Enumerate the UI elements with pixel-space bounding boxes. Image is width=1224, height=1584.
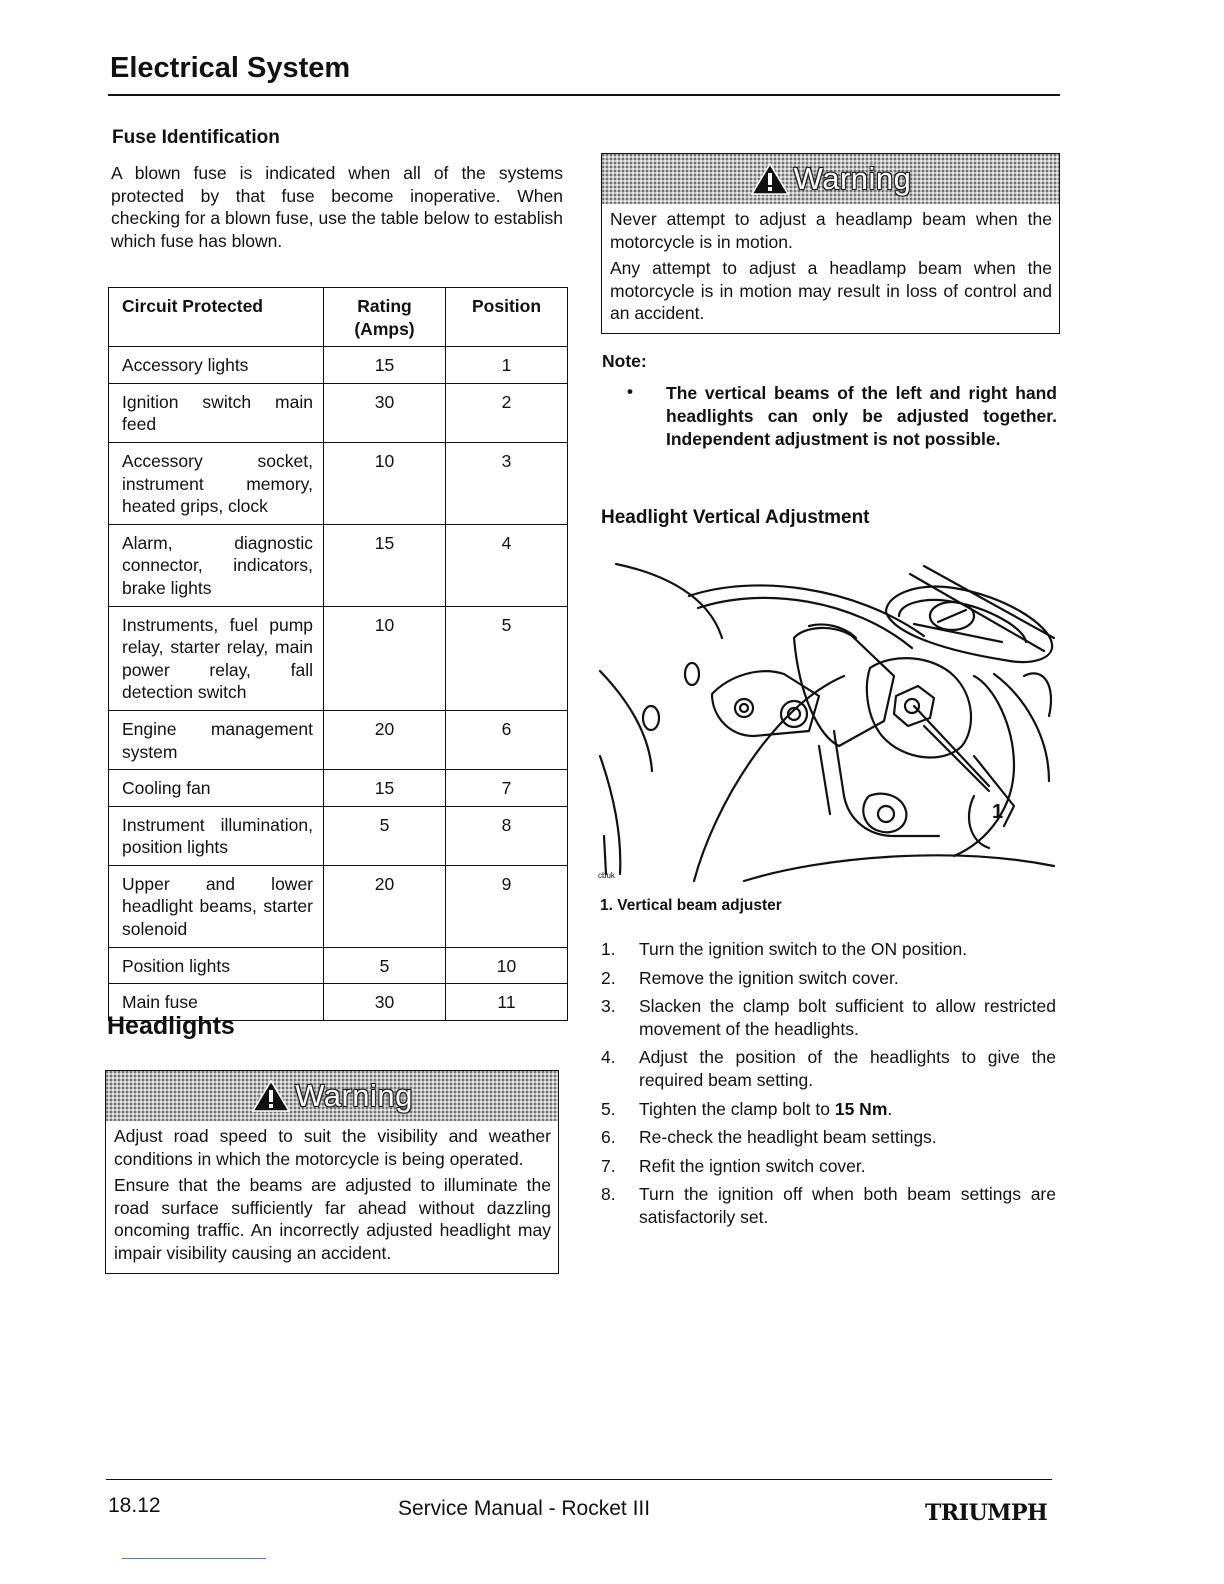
col-header-rating: Rating (Amps) xyxy=(324,288,446,347)
cell-rating: 30 xyxy=(324,383,446,442)
cell-circuit: Instrument illumination, position lights xyxy=(109,806,324,865)
table-row xyxy=(109,442,568,524)
table-row xyxy=(109,524,568,606)
warning-banner xyxy=(602,154,1059,204)
step-torque-value: 15 Nm xyxy=(834,1098,888,1119)
step-text: Re-check the headlight beam settings. xyxy=(639,1127,937,1148)
triumph-logo: TRIUMPH xyxy=(925,1500,1048,1526)
warning-triangle-icon xyxy=(750,162,790,196)
cell-circuit: Cooling fan xyxy=(109,770,324,807)
warning-triangle-icon xyxy=(251,1079,291,1113)
fuse-identification-heading: Fuse Identification xyxy=(112,127,280,148)
link-underline xyxy=(122,1558,266,1559)
cell-rating: 15 xyxy=(324,770,446,807)
footer-rule xyxy=(106,1479,1052,1480)
list-item xyxy=(601,938,1056,961)
table-row xyxy=(109,865,568,947)
cell-circuit: Ignition switch main feed xyxy=(109,383,324,442)
cell-position: 2 xyxy=(446,383,568,442)
list-item xyxy=(601,1155,1056,1178)
list-item xyxy=(601,1183,1056,1228)
motion-warning-box xyxy=(601,153,1060,334)
warning-paragraph: Any attempt to adjust a headlamp beam when the motorcycle is in motion may result in loss of control and an accident. xyxy=(610,258,1052,324)
cell-rating: 5 xyxy=(324,806,446,865)
cell-rating: 20 xyxy=(324,710,446,769)
step-text: Turn the ignition switch to the ON position. xyxy=(639,939,968,959)
warning-banner xyxy=(106,1071,558,1121)
table-row xyxy=(109,347,568,384)
page-number: 18.12 xyxy=(108,1494,161,1517)
warning-label: Warning xyxy=(295,1078,413,1113)
step-text: Tighten the clamp bolt to xyxy=(639,1098,835,1119)
headlight-adjuster-illustration xyxy=(594,556,1064,884)
cell-position: 1 xyxy=(446,347,568,384)
step-text: Refit the igntion switch cover. xyxy=(639,1155,866,1176)
warning-body xyxy=(106,1121,558,1273)
table-row xyxy=(109,606,568,710)
cell-circuit: Alarm, diagnostic connector, indicators, brake lights xyxy=(109,524,324,606)
cell-rating: 15 xyxy=(324,524,446,606)
step-number: 8. xyxy=(601,1184,616,1205)
adjustment-steps xyxy=(601,938,1056,1235)
cell-position: 9 xyxy=(446,865,568,947)
cell-position: 10 xyxy=(446,947,568,984)
step-text-tail: . xyxy=(887,1098,893,1119)
list-item xyxy=(601,995,1056,1040)
headlights-heading: Headlights xyxy=(107,1012,235,1040)
step-number: 2. xyxy=(601,967,616,988)
step-number: 3. xyxy=(601,996,616,1017)
manual-title: Service Manual - Rocket III xyxy=(398,1497,651,1520)
figure-callout-1: 1 xyxy=(992,801,1004,823)
step-text: Slacken the clamp bolt sufficient to allow restricted movement of the headlights. xyxy=(639,996,1056,1039)
warning-paragraph: Never attempt to adjust a headlamp beam when the motorcycle is in motion. xyxy=(610,209,1052,252)
cell-position: 5 xyxy=(446,606,568,710)
list-item xyxy=(601,1126,1056,1149)
fuse-table-header xyxy=(109,288,568,347)
table-row xyxy=(109,710,568,769)
fuse-intro-text: A blown fuse is indicated when all of the systems protected by that fuse become inoperative. When checking for a blown fuse, use the table below to establish which fuse has blown. xyxy=(111,163,563,251)
figure-code: cbuk xyxy=(598,871,615,880)
cell-circuit: Instruments, fuel pump relay, starter relay, main power relay, fall detection switch xyxy=(109,606,324,710)
headlights-warning-box xyxy=(105,1070,559,1274)
step-number: 7. xyxy=(601,1155,616,1176)
step-number: 5. xyxy=(601,1098,616,1119)
col-header-circuit: Circuit Protected xyxy=(109,288,324,347)
cell-circuit: Engine management system xyxy=(109,710,324,769)
cell-rating: 10 xyxy=(324,606,446,710)
step-number: 6. xyxy=(601,1127,616,1148)
table-row xyxy=(109,383,568,442)
note-item: The vertical beams of the left and right hand headlights can only be adjusted together. Independent adjustment is not possible. xyxy=(666,383,1057,449)
step-text: Adjust the position of the headlights to give the required beam setting. xyxy=(639,1047,1056,1090)
fuse-table-body xyxy=(109,347,568,1021)
cell-circuit: Upper and lower headlight beams, starter solenoid xyxy=(109,865,324,947)
bullet-icon: • xyxy=(627,382,633,401)
col-header-position: Position xyxy=(446,288,568,347)
fuse-table xyxy=(108,287,568,1021)
cell-position: 8 xyxy=(446,806,568,865)
figure-caption: 1. Vertical beam adjuster xyxy=(600,897,782,914)
header-rule xyxy=(108,94,1060,96)
list-item xyxy=(601,1046,1056,1091)
cell-rating: 10 xyxy=(324,442,446,524)
step-text: Turn the ignition off when both beam settings are satisfactorily set. xyxy=(639,1184,1056,1227)
step-number: 4. xyxy=(601,1047,616,1068)
cell-circuit: Main fuse xyxy=(109,984,324,1021)
page-title: Electrical System xyxy=(110,52,351,84)
cell-circuit: Accessory lights xyxy=(109,347,324,384)
cell-rating: 15 xyxy=(324,347,446,384)
list-item xyxy=(601,967,1056,990)
cell-position: 11 xyxy=(446,984,568,1021)
warning-paragraph: Adjust road speed to suit the visibility and weather conditions in which the motorcycle is being operated. xyxy=(114,1126,551,1169)
cell-rating: 20 xyxy=(324,865,446,947)
note-label: Note: xyxy=(602,351,647,371)
warning-paragraph: Ensure that the beams are adjusted to illuminate the road surface sufficiently far ahead without dazzling oncoming traffic. An incorrectly adjusted headlight may impair visibility causing an accident. xyxy=(114,1175,551,1263)
steps-list xyxy=(601,938,1056,1229)
cell-position: 3 xyxy=(446,442,568,524)
table-row xyxy=(109,806,568,865)
cell-circuit: Position lights xyxy=(109,947,324,984)
cell-rating: 30 xyxy=(324,984,446,1021)
list-item xyxy=(601,1098,1056,1121)
cell-circuit: Accessory socket, instrument memory, heated grips, clock xyxy=(109,442,324,524)
table-row xyxy=(109,947,568,984)
table-row xyxy=(109,770,568,807)
fuse-table-wrapper xyxy=(108,287,568,1021)
step-text: Remove the ignition switch cover. xyxy=(639,967,899,988)
warning-body xyxy=(602,204,1059,333)
vertical-adjustment-heading: Headlight Vertical Adjustment xyxy=(601,507,870,528)
cell-position: 4 xyxy=(446,524,568,606)
cell-position: 6 xyxy=(446,710,568,769)
cell-rating: 5 xyxy=(324,947,446,984)
step-number: 1. xyxy=(601,939,616,959)
warning-label: Warning xyxy=(793,161,912,196)
cell-position: 7 xyxy=(446,770,568,807)
